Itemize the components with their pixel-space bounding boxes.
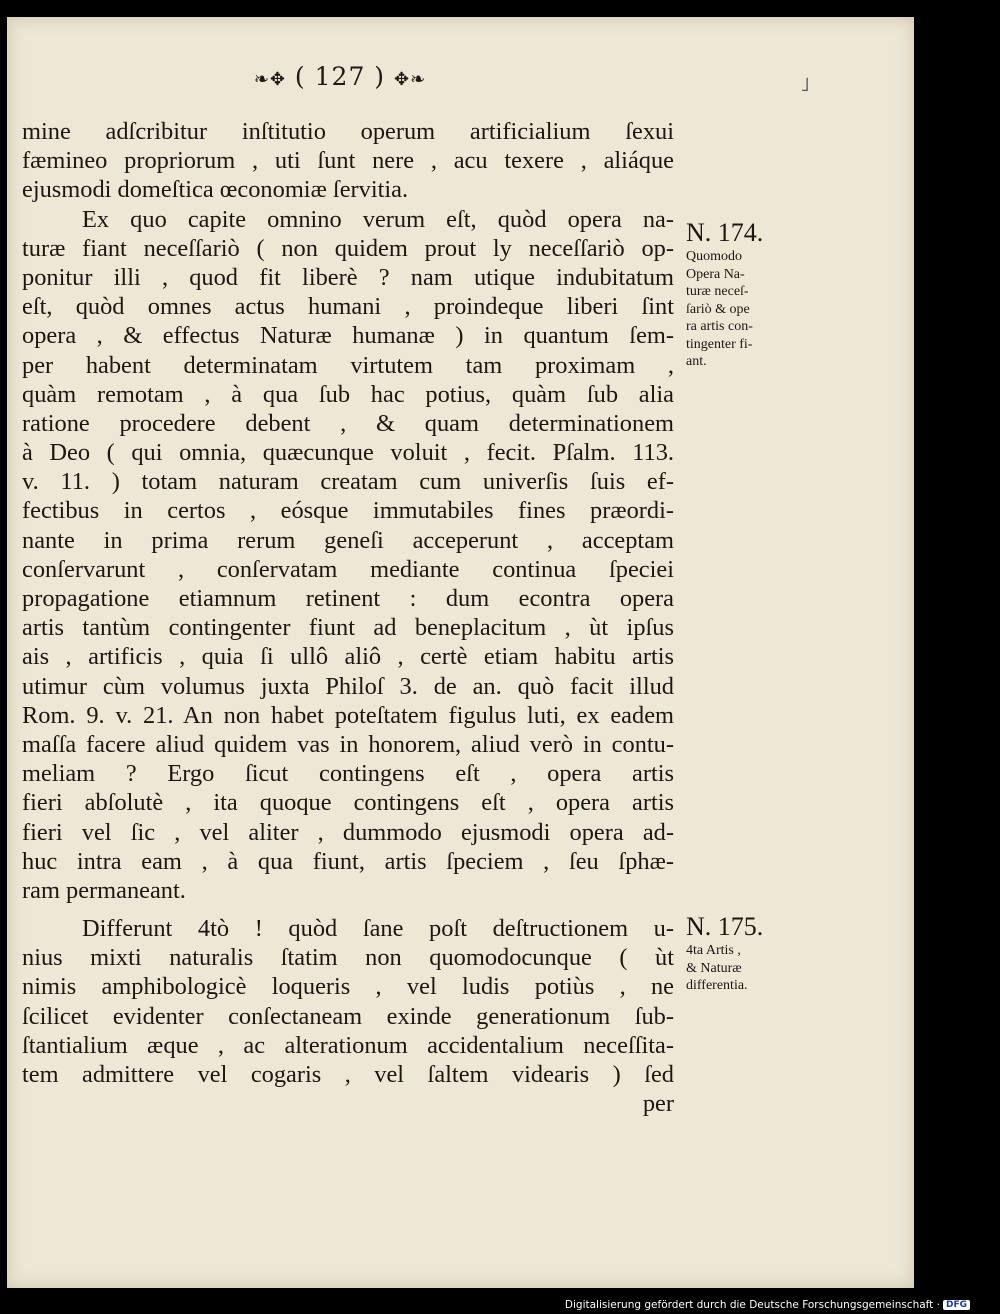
text-line: artis tantùm contingenter fiunt ad beneplacitum , ùt ipſus [22, 614, 674, 642]
text-line: meliam ? Ergo ſicut contingens eſt , opera artis [22, 760, 674, 788]
text-line: nimis amphibologicè loqueris , vel ludis potiùs , ne [22, 973, 674, 1001]
text-line: fæmineo propriorum , uti ſunt nere , acu texere , aliáque [22, 147, 674, 175]
text-line: fieri abſolutè , ita quoque contingens eſt , opera artis [22, 789, 674, 817]
page-header: ❧✥ ( 127 ) ✥❧ [253, 62, 427, 91]
text-line: fectibus in certos , eósque immutabiles fines præordi- [22, 497, 674, 525]
text-line: ſtantialium æque , ac alterationum accidentalium neceſſita- [22, 1031, 674, 1059]
main-text [22, 117, 674, 1118]
dfg-logo-icon: DFG [943, 1300, 970, 1310]
margin-note-line: ant. [686, 354, 707, 369]
text-line: Rom. 9. v. 21. An non habet poteſtatem figulus luti, ex eadem [22, 701, 674, 729]
margin-note-line: & Naturæ [686, 960, 742, 976]
text-line: turæ fiant neceſſariò ( non quidem prout ly neceſſariò op- [22, 234, 674, 262]
ornament-right: ✥❧ [394, 69, 427, 90]
margin-note-line: ra artis con- [686, 319, 753, 334]
text-line: maſſa facere aliud quidem vas in honorem, aliud verò in contu- [22, 730, 674, 758]
margin-note-line: tingenter fi- [686, 336, 753, 352]
margin-note-line: differentia. [686, 978, 748, 993]
margin-note-174 [686, 218, 786, 371]
text-line: v. 11. ) totam naturam creatam cum univerſis ſuis ef- [22, 468, 674, 496]
margin-note-number: N. 175. [686, 912, 764, 941]
catchword: per [642, 1090, 674, 1118]
text-line: propagatione etiamnum retinent : dum econtra opera [22, 585, 674, 612]
text-line: Ex quo capite omnino verum eſt, quòd opera na- [82, 205, 674, 233]
text-line: fieri vel ſic , vel aliter , dummodo ejusmodi opera ad- [22, 818, 674, 846]
text-line: à Deo ( qui omnia, quæcunque voluit , fecit. Pſalm. 113. [22, 439, 674, 467]
text-line: ais , artificis , quia ſi ullô aliô , certè etiam habitu artis [22, 643, 674, 671]
text-line: quàm remotam , à qua ſub hac potius, quàm ſub alia [22, 380, 674, 408]
margin-note-line: ſariò & ope [686, 301, 750, 317]
text-line: conſervarunt , conſervatam mediante continua ſpeciei [22, 555, 674, 583]
text-line: mine adſcribitur inſtitutio operum artificialium ſexui [22, 118, 674, 145]
margin-note-line: Quomodo [686, 249, 742, 264]
text-line: per habent determinatam virtutem tam proximam , [22, 351, 674, 379]
text-line: opera , & effectus Naturæ humanæ ) in quantum ſem- [22, 322, 674, 350]
ornament-left: ❧✥ [253, 69, 286, 90]
text-line: ram permaneant. [22, 876, 186, 904]
margin-note-line: turæ neceſ- [686, 284, 749, 299]
margin-note-line: Opera Na- [686, 266, 745, 282]
margin-note-number: N. 174. [686, 218, 764, 247]
text-line: nius mixti naturalis ſtatim non quomodocunque ( ùt [22, 944, 674, 972]
digitization-footer [565, 1298, 970, 1312]
corner-mark: ˩ [800, 72, 810, 96]
text-line: ejusmodi domeſtica œconomiæ ſervitia. [22, 176, 409, 204]
text-line: ſcilicet evidenter conſectaneam exinde generationum ſub- [22, 1002, 674, 1030]
margin-note-175 [686, 912, 786, 995]
text-line: ponitur illi , quod fit liberè ? nam utique indubitatum [22, 263, 674, 291]
text-line: huc intra eam , à qua fiunt, artis ſpeciem , ſeu ſphæ- [22, 847, 674, 875]
page-number: 127 [314, 62, 366, 91]
text-line: nante in prima rerum geneſi acceperunt , acceptam [22, 526, 674, 554]
text-line: eſt, quòd omnes actus humani , proindeque liberi ſint [22, 293, 674, 321]
footer-text: Digitalisierung gefördert durch die Deutsche Forschungsgemeinschaft · [564, 1299, 940, 1311]
text-line: ratione procedere debent , & quam determinationem [22, 409, 674, 437]
margin-note-line: 4ta Artis , [686, 943, 741, 958]
text-line: Differunt 4tò ! quòd ſane poſt deſtructionem u- [82, 915, 674, 943]
text-line: tem admittere vel cogaris , vel ſaltem videaris ) ſed [22, 1061, 674, 1088]
text-line: utimur cùm volumus juxta Philoſ 3. de an. quò facit illud [22, 672, 674, 700]
